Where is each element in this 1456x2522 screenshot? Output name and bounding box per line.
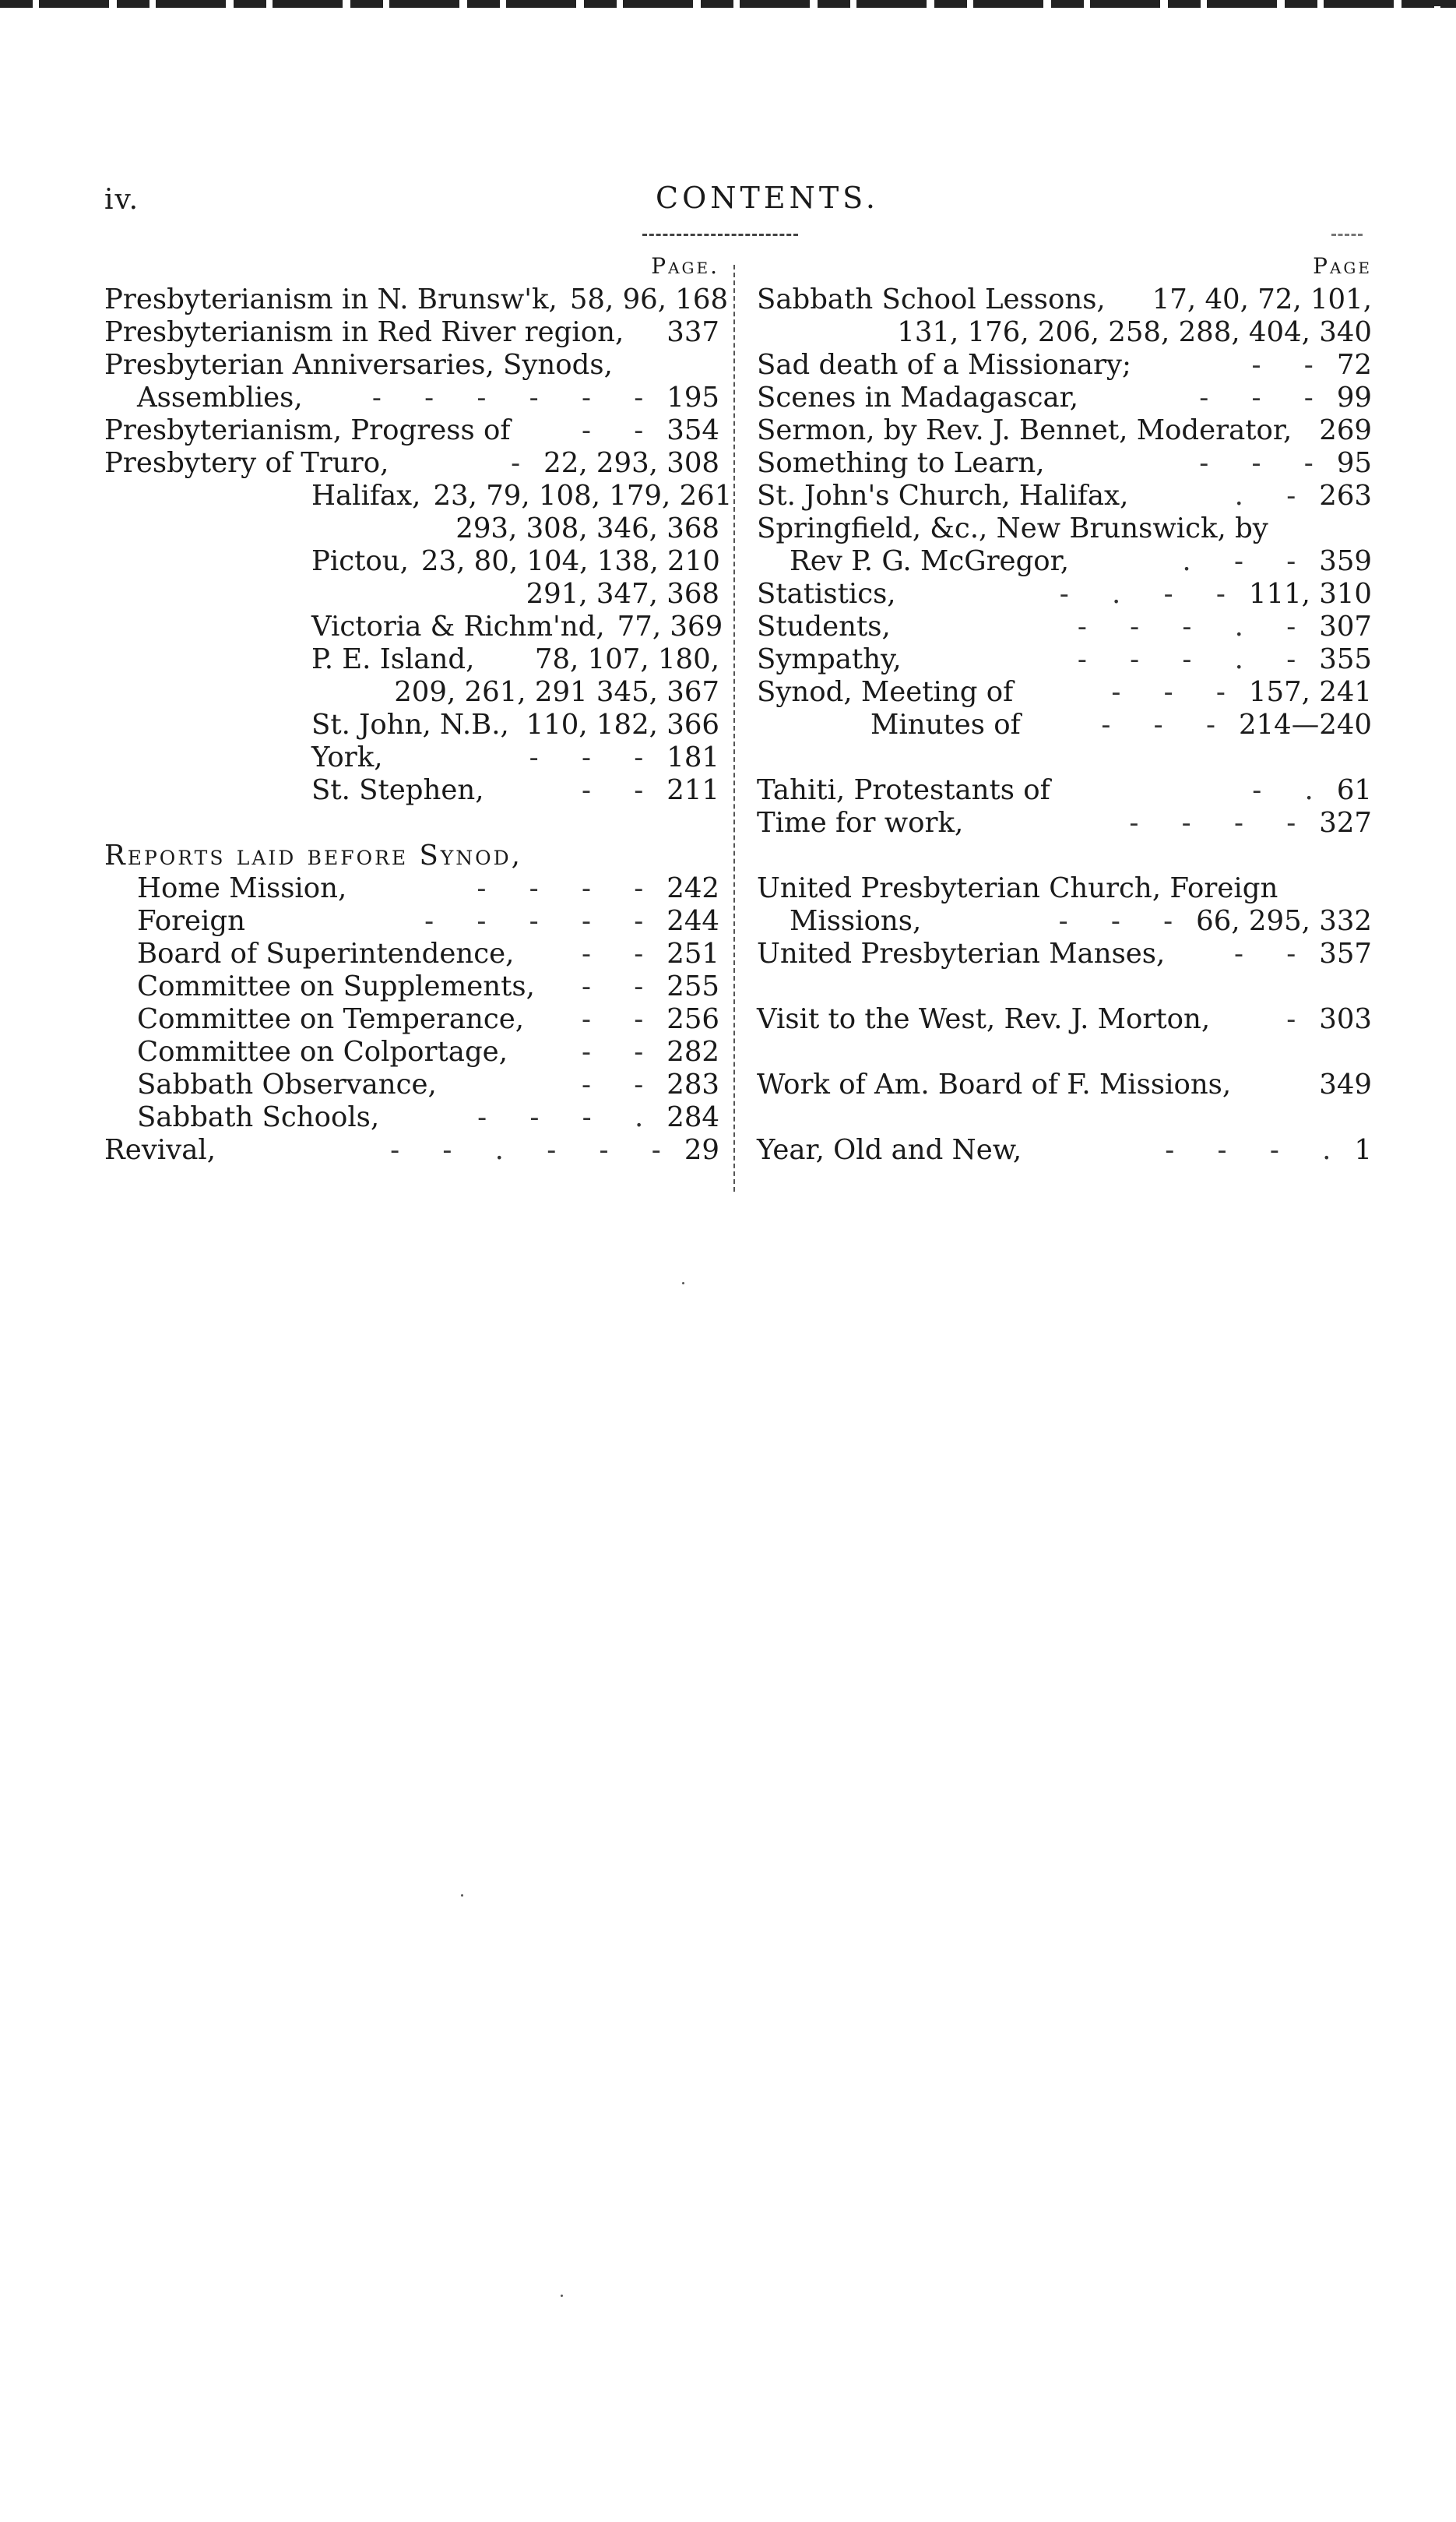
entry-title: Sabbath School Lessons,: [757, 284, 1106, 315]
entry-title: United Presbyterian Manses,: [757, 938, 1166, 970]
entry-pages: 111, 310: [1248, 578, 1372, 610]
entry-title: St. Stephen,: [311, 774, 484, 806]
entry-pages: 303: [1319, 1003, 1372, 1035]
entry-pages: 349: [1319, 1069, 1372, 1101]
spacer: [757, 1101, 1372, 1134]
entry-pages: 307: [1319, 611, 1372, 643]
entry-title: Work of Am. Board of F. Missions,: [757, 1069, 1232, 1101]
entry-pages: 269: [1319, 414, 1372, 446]
entry-title: Presbytery of Truro,: [104, 447, 389, 479]
index-entry: [104, 447, 719, 480]
index-entry: [757, 938, 1372, 970]
entry-pages: 355: [1319, 643, 1372, 675]
entry-pages: 23, 79, 108, 179, 261: [433, 480, 733, 512]
leader-dots: - - - -: [477, 872, 661, 904]
leader-dots: - -: [581, 1003, 661, 1035]
entry-pages: 1: [1354, 1134, 1372, 1166]
entry-pages: 195: [666, 382, 719, 414]
index-entry-continuation: [104, 578, 719, 611]
entry-pages: 72: [1336, 349, 1372, 381]
index-entry: [104, 872, 719, 905]
page-title: CONTENTS.: [656, 181, 879, 215]
leader-dots: - -: [581, 774, 661, 806]
entry-title: Sabbath Schools,: [137, 1101, 380, 1133]
index-entry: [104, 382, 719, 414]
entry-title: Something to Learn,: [757, 447, 1045, 479]
title-rule: [642, 234, 798, 236]
leader-dots: - -: [1233, 938, 1314, 970]
index-entry: [757, 905, 1372, 938]
contents-column-right: [757, 249, 1372, 1167]
leader-dots: - -: [581, 970, 661, 1002]
index-entry: [104, 709, 719, 741]
entry-pages: 29: [684, 1134, 719, 1166]
section-heading: Reports laid before Synod,: [104, 840, 522, 872]
index-entry: [104, 970, 719, 1003]
entry-title: St. John's Church, Halifax,: [757, 480, 1129, 512]
entry-title: Committee on Temperance,: [137, 1003, 525, 1035]
index-entry-continuation: [104, 513, 719, 545]
entry-pages: 95: [1336, 447, 1372, 479]
leader-dots: . - -: [1182, 545, 1314, 577]
entry-pages: 251: [666, 938, 719, 970]
leader-dots: - -: [581, 414, 661, 446]
entry-title: Missions,: [790, 905, 922, 937]
entry-pages: 17, 40, 72, 101,: [1152, 284, 1372, 315]
leader-dots: - - - .: [1165, 1134, 1349, 1166]
entry-title: Pictou,: [311, 545, 409, 577]
entry-pages: 354: [666, 414, 719, 446]
leader-dots: - - -: [1058, 905, 1190, 937]
entry-title: Presbyterian Anniversaries, Synods,: [104, 349, 613, 381]
index-entry-continuation: [757, 316, 1372, 349]
index-entry: [757, 774, 1372, 807]
index-entry: [104, 1069, 719, 1101]
index-entry: [757, 872, 1372, 905]
leader-dots: - - -: [1199, 447, 1331, 479]
index-entry: [757, 709, 1372, 741]
entry-pages: 99: [1336, 382, 1372, 414]
index-entry: [757, 807, 1372, 840]
index-entry: [104, 349, 719, 382]
entry-title: Rev P. G. McGregor,: [790, 545, 1070, 577]
leader-dots: -: [1286, 1003, 1314, 1035]
page-column-label: Page.: [651, 253, 719, 279]
spacer: [757, 840, 1372, 872]
entry-pages: 22, 293, 308: [543, 447, 719, 479]
index-entry: [104, 545, 719, 578]
entry-pages: 61: [1336, 774, 1372, 806]
entry-title: Statistics,: [757, 578, 896, 610]
entry-title: Board of Superintendence,: [137, 938, 515, 970]
entry-pages: 214—240: [1238, 709, 1372, 741]
index-entry: [104, 905, 719, 938]
entry-pages: 256: [666, 1003, 719, 1035]
leader-dots: -: [511, 447, 538, 479]
index-entry: [104, 774, 719, 807]
print-speck: [561, 2295, 563, 2297]
entry-pages: 337: [666, 316, 719, 348]
top-edge-rule: [0, 0, 1456, 8]
spacer: [104, 807, 719, 840]
entry-title: Foreign: [137, 905, 245, 937]
leader-dots: - - - . -: [1077, 611, 1314, 643]
entry-title: Home Mission,: [137, 872, 347, 904]
entry-title: Presbyterianism, Progress of: [104, 414, 511, 446]
index-entry: [757, 480, 1372, 513]
entry-title: Visit to the West, Rev. J. Morton,: [757, 1003, 1211, 1035]
entry-pages: 77, 369: [617, 611, 723, 643]
entry-title: Synod, Meeting of: [757, 676, 1014, 708]
index-entry: [104, 1036, 719, 1069]
entry-pages: 359: [1319, 545, 1372, 577]
leader-dots: - - - .: [477, 1101, 661, 1133]
entry-pages: 255: [666, 970, 719, 1002]
entry-title: Sermon, by Rev. J. Bennet, Moderator,: [757, 414, 1292, 446]
entry-pages: 211: [666, 774, 719, 806]
print-speck: [682, 1282, 684, 1284]
entry-pages: 110, 182, 366: [526, 709, 719, 741]
title-rule-right: [1331, 234, 1363, 236]
index-entry: [104, 414, 719, 447]
index-entry: [757, 643, 1372, 676]
top-edge-mark: [1409, 0, 1456, 6]
page-column-label: Page: [1313, 253, 1372, 279]
index-entry: [757, 284, 1372, 316]
spacer: [757, 741, 1372, 774]
index-entry: [104, 480, 733, 513]
index-entry: [757, 382, 1372, 414]
entry-title: Scenes in Madagascar,: [757, 382, 1078, 414]
leader-dots: - - -: [1199, 382, 1331, 414]
index-entry: [757, 611, 1372, 643]
index-entry-continuation: [104, 676, 719, 709]
entry-pages: 131, 176, 206, 258, 288, 404, 340: [897, 316, 1372, 348]
leader-dots: - - - - -: [424, 905, 661, 937]
index-entry: [757, 1134, 1372, 1167]
leader-dots: - - . - - -: [390, 1134, 678, 1166]
leader-dots: - - -: [1101, 709, 1233, 741]
index-entry: [757, 545, 1372, 578]
entry-title: Victoria & Richm'nd,: [311, 611, 605, 643]
entry-title: Committee on Supplements,: [137, 970, 535, 1002]
leader-dots: - - -: [529, 741, 661, 773]
leader-dots: - -: [581, 938, 661, 970]
entry-pages: 23, 80, 104, 138, 210: [420, 545, 720, 577]
spacer: [757, 970, 1372, 1003]
leader-dots: - . - -: [1059, 578, 1243, 610]
entry-title: United Presbyterian Church, Foreign: [757, 872, 1278, 904]
index-entry: [104, 284, 729, 316]
entry-pages: 78, 107, 180,: [534, 643, 719, 675]
entry-pages: 244: [666, 905, 719, 937]
index-entry: [104, 1003, 719, 1036]
index-entry: [104, 611, 723, 643]
entry-pages: 291, 347, 368: [526, 578, 719, 610]
entry-title: Time for work,: [757, 807, 964, 839]
entry-title: Minutes of: [870, 709, 1021, 741]
entry-pages: 327: [1319, 807, 1372, 839]
entry-title: York,: [311, 741, 383, 773]
page-folio: iv.: [104, 184, 140, 216]
entry-title: Presbyterianism in Red River region,: [104, 316, 624, 348]
index-entry: [757, 513, 1372, 545]
entry-pages: 181: [666, 741, 719, 773]
entry-title: Students,: [757, 611, 891, 643]
leader-dots: - - - . -: [1077, 643, 1314, 675]
leader-dots: - -: [1251, 349, 1331, 381]
entry-pages: 282: [666, 1036, 719, 1068]
index-entry: [757, 676, 1372, 709]
entry-title: St. John, N.B.,: [311, 709, 509, 741]
index-entry: [757, 414, 1372, 447]
index-entry: [104, 938, 719, 970]
entry-title: Committee on Colportage,: [137, 1036, 508, 1068]
entry-title: Assemblies,: [137, 382, 303, 414]
entry-title: Sabbath Observance,: [137, 1069, 437, 1101]
entry-title: Springfield, &c., New Brunswick, by: [757, 513, 1268, 544]
entry-title: Presbyterianism in N. Brunsw'k,: [104, 284, 557, 315]
entry-title: Tahiti, Protestants of: [757, 774, 1050, 806]
leader-dots: - - - - - -: [371, 382, 661, 414]
leader-dots: - -: [581, 1036, 661, 1068]
leader-dots: - .: [1252, 774, 1331, 806]
index-entry: [757, 349, 1372, 382]
entry-title: Sad death of a Missionary;: [757, 349, 1131, 381]
entry-title: Year, Old and New,: [757, 1134, 1022, 1166]
leader-dots: - - - -: [1129, 807, 1314, 839]
entry-pages: 263: [1319, 480, 1372, 512]
entry-pages: 157, 241: [1248, 676, 1372, 708]
print-speck: [461, 1894, 463, 1897]
index-entry: [104, 1134, 719, 1167]
entry-pages: 209, 261, 291 345, 367: [394, 676, 719, 708]
contents-column-left: [104, 249, 733, 1167]
column-divider: [733, 265, 735, 1192]
spacer: [757, 1036, 1372, 1069]
entry-pages: 283: [666, 1069, 719, 1101]
entry-title: Sympathy,: [757, 643, 902, 675]
leader-dots: - - -: [1111, 676, 1243, 708]
entry-title: Revival,: [104, 1134, 216, 1166]
index-entry: [104, 316, 719, 349]
entry-title: Halifax,: [311, 480, 421, 512]
index-entry: [104, 741, 719, 774]
index-entry: [757, 578, 1372, 611]
entry-title: P. E. Island,: [311, 643, 475, 675]
entry-pages: 58, 96, 168: [569, 284, 729, 315]
index-entry: [757, 1003, 1372, 1036]
entry-pages: 242: [666, 872, 719, 904]
index-entry: [757, 447, 1372, 480]
index-entry: [104, 1101, 719, 1134]
entry-pages: 66, 295, 332: [1196, 905, 1372, 937]
index-entry: [104, 643, 719, 676]
entry-pages: 284: [666, 1101, 719, 1133]
entry-pages: 357: [1319, 938, 1372, 970]
index-entry: [757, 1069, 1372, 1101]
entry-pages: 293, 308, 346, 368: [455, 513, 719, 544]
leader-dots: . -: [1234, 480, 1314, 512]
leader-dots: - -: [581, 1069, 661, 1101]
